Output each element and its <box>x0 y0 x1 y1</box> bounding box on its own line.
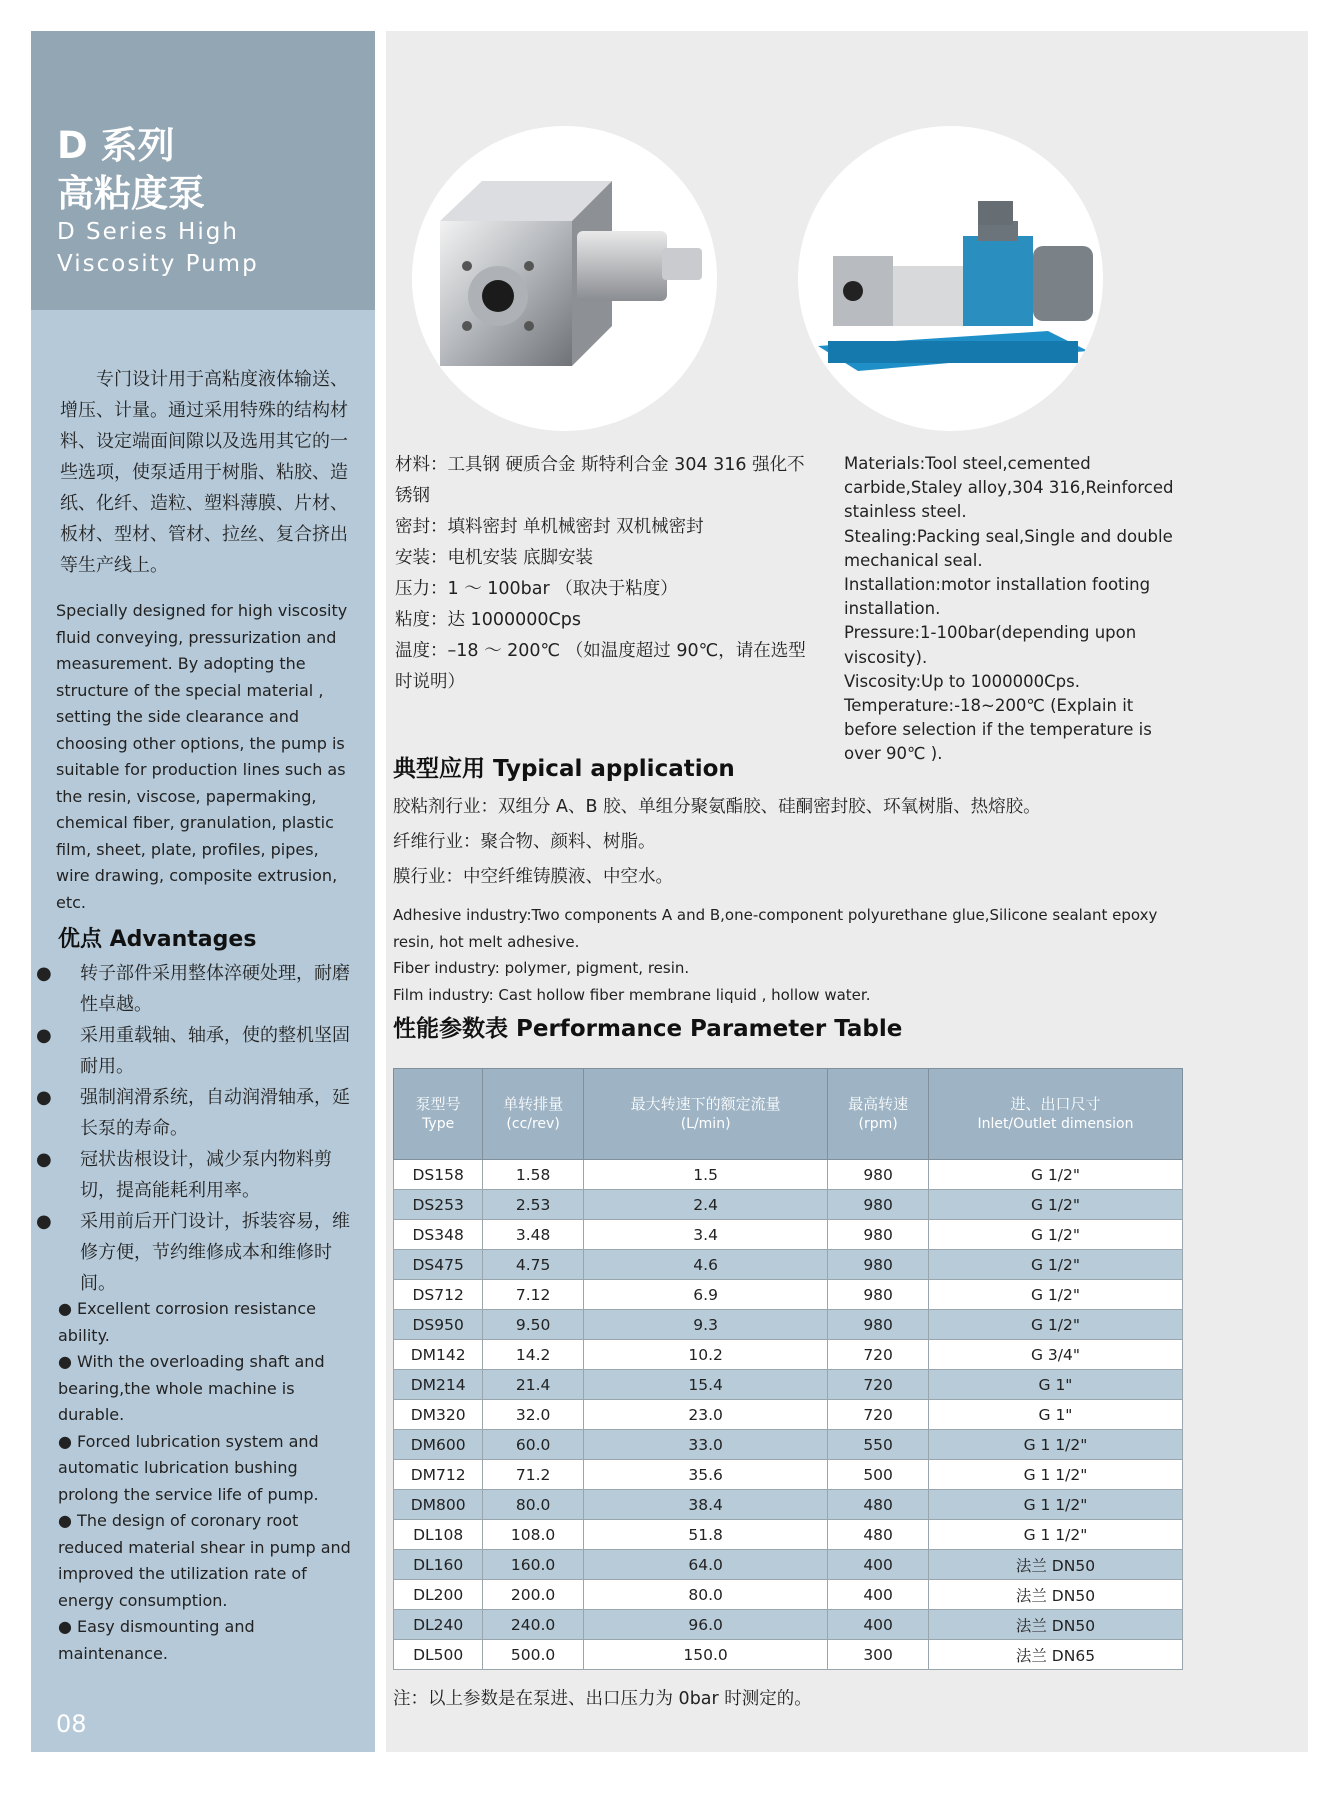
application-title: 典型应用 Typical application <box>393 756 735 782</box>
table-cell: 480 <box>828 1490 929 1520</box>
spec-line-en: Viscosity:Up to 1000000Cps. <box>844 671 1080 691</box>
table-cell: 15.4 <box>583 1370 827 1400</box>
advantages-list-en <box>58 1296 352 1667</box>
application-line-en: Fiber industry: polymer, pigment, resin. <box>393 959 690 977</box>
table-cell: 980 <box>828 1220 929 1250</box>
table-cell: 35.6 <box>583 1460 827 1490</box>
table-cell: 80.0 <box>583 1580 827 1610</box>
table-row <box>394 1160 1183 1190</box>
bullet-icon: ● <box>36 1211 52 1232</box>
table-cell: G 1" <box>928 1400 1182 1430</box>
spec-line-en: Installation:motor installation footing installation. <box>844 575 1151 619</box>
spec-line-cn: 密封：填料密封 单机械密封 双机械密封 <box>395 517 704 537</box>
table-row <box>394 1460 1183 1490</box>
performance-title: 性能参数表 Performance Parameter Table <box>393 1016 903 1042</box>
spec-line-cn: 压力：1 ～ 100bar （取决于粘度） <box>395 579 678 599</box>
table-cell: G 1 1/2" <box>928 1490 1182 1520</box>
table-cell: 60.0 <box>483 1430 584 1460</box>
table-cell: 21.4 <box>483 1370 584 1400</box>
table-row <box>394 1400 1183 1430</box>
spec-line-cn: 温度：–18 ～ 200℃ （如温度超过 90℃，请在选型时说明） <box>395 641 806 692</box>
advantage-item-cn: ● 转子部件采用整体淬硬处理，耐磨性卓越。 <box>58 958 352 1020</box>
table-cell: 500.0 <box>483 1640 584 1670</box>
table-cell: 64.0 <box>583 1550 827 1580</box>
intro-text-en: Specially designed for high viscosity fluid conveying, pressurization and measurement. By adopting the structure of the special material , setting the side clearance and choosing other options, the pump is suitable for production lines such as the resin, viscose, papermaking, chemical fiber, granulation, plastic film, sheet, plate, profiles, pipes, wire drawing, composite extrusion, etc. <box>56 601 348 912</box>
application-cn <box>393 790 1193 895</box>
table-cell: G 1/2" <box>928 1310 1182 1340</box>
table-row <box>394 1550 1183 1580</box>
table-cell: 720 <box>828 1370 929 1400</box>
application-line-cn: 纤维行业：聚合物、颜料、树脂。 <box>393 832 656 852</box>
table-row <box>394 1520 1183 1550</box>
table-cell: 80.0 <box>483 1490 584 1520</box>
table-cell: 9.3 <box>583 1310 827 1340</box>
table-cell: 4.75 <box>483 1250 584 1280</box>
table-cell: 200.0 <box>483 1580 584 1610</box>
pump-unit-image <box>798 126 1103 431</box>
table-cell: 2.4 <box>583 1190 827 1220</box>
advantage-item-cn: ● 采用重载轴、轴承，使的整机坚固耐用。 <box>58 1020 352 1082</box>
table-cell: DM800 <box>394 1490 483 1520</box>
table-row <box>394 1640 1183 1670</box>
header-cn: 最大转速下的额定流量 <box>630 1095 781 1113</box>
pump-head-image <box>412 126 717 431</box>
table-row <box>394 1370 1183 1400</box>
table-cell: G 1/2" <box>928 1160 1182 1190</box>
table-cell: 4.6 <box>583 1250 827 1280</box>
table-cell: G 1" <box>928 1370 1182 1400</box>
table-cell: G 1 1/2" <box>928 1520 1182 1550</box>
spec-line-en: Stealing:Packing seal,Single and double mechanical seal. <box>844 526 1173 570</box>
application-line-en: Film industry: Cast hollow fiber membrane liquid , hollow water. <box>393 985 871 1004</box>
table-row <box>394 1310 1183 1340</box>
table-cell: G 1/2" <box>928 1280 1182 1310</box>
table-row <box>394 1430 1183 1460</box>
bullet-icon: ● <box>36 1025 52 1046</box>
header-cn: 泵型号 <box>415 1095 461 1113</box>
table-cell: 980 <box>828 1190 929 1220</box>
pump-head-illustration <box>412 126 717 431</box>
table-cell: DM712 <box>394 1460 483 1490</box>
table-cell: 980 <box>828 1310 929 1340</box>
table-note: 注：以上参数是在泵进、出口压力为 0bar 时测定的。 <box>393 1689 812 1709</box>
table-cell: DS253 <box>394 1190 483 1220</box>
table-cell: DS348 <box>394 1220 483 1250</box>
table-cell: G 1/2" <box>928 1220 1182 1250</box>
table-row <box>394 1340 1183 1370</box>
pump-unit-illustration <box>798 126 1103 431</box>
advantage-item-en: ● Easy dismounting and maintenance. <box>58 1617 255 1663</box>
table-cell: DM214 <box>394 1370 483 1400</box>
table-cell: 38.4 <box>583 1490 827 1520</box>
table-cell: 1.58 <box>483 1160 584 1190</box>
table-cell: 1.5 <box>583 1160 827 1190</box>
spec-line-cn: 材料：工具钢 硬质合金 斯特利合金 304 316 强化不锈钢 <box>395 455 805 506</box>
header-en: (rpm) <box>858 1116 898 1132</box>
table-cell: 法兰 DN65 <box>928 1640 1182 1670</box>
performance-table <box>393 1068 1183 1670</box>
bullet-icon: ● <box>36 1149 52 1170</box>
table-cell: 3.4 <box>583 1220 827 1250</box>
table-cell: 33.0 <box>583 1430 827 1460</box>
table-cell: DM600 <box>394 1430 483 1460</box>
table-cell: G 1 1/2" <box>928 1460 1182 1490</box>
table-header-cell <box>583 1069 827 1160</box>
table-cell: DL240 <box>394 1610 483 1640</box>
table-row <box>394 1250 1183 1280</box>
table-cell: DL200 <box>394 1580 483 1610</box>
advantage-item-en: ● The design of coronary root reduced material shear in pump and improved the utilization rate of energy consumption. <box>58 1511 351 1610</box>
table-cell: 9.50 <box>483 1310 584 1340</box>
page-title-cn: D 系列 高粘度泵 <box>57 124 205 215</box>
table-cell: 10.2 <box>583 1340 827 1370</box>
header-en: Inlet/Outlet dimension <box>977 1116 1134 1132</box>
spec-line-en: Temperature:-18~200℃ (Explain it before selection if the temperature is over 90℃ ). <box>844 696 1152 764</box>
advantage-item-en: ● With the overloading shaft and bearing,the whole machine is durable. <box>58 1352 325 1424</box>
spec-line-en: Materials:Tool steel,cemented carbide,Staley alloy,304 316,Reinforced stainless steel. <box>844 454 1174 522</box>
table-cell: 500 <box>828 1460 929 1490</box>
table-cell: 980 <box>828 1160 929 1190</box>
table-cell: 7.12 <box>483 1280 584 1310</box>
table-header-cell <box>928 1069 1182 1160</box>
advantage-item-en: ● Excellent corrosion resistance ability. <box>58 1299 316 1345</box>
table-cell: 2.53 <box>483 1190 584 1220</box>
table-header-cell <box>394 1069 483 1160</box>
table-cell: 23.0 <box>583 1400 827 1430</box>
table-header-cell <box>483 1069 584 1160</box>
advantages-list-cn <box>36 958 352 1299</box>
page-number: 08 <box>56 1710 87 1738</box>
table-cell: G 1 1/2" <box>928 1430 1182 1460</box>
table-cell: 51.8 <box>583 1520 827 1550</box>
bullet-icon: ● <box>36 1087 52 1108</box>
table-cell: 法兰 DN50 <box>928 1550 1182 1580</box>
header-en: (L/min) <box>680 1116 731 1132</box>
table-row <box>394 1490 1183 1520</box>
header-cn: 最高转速 <box>848 1095 909 1113</box>
table-cell: 71.2 <box>483 1460 584 1490</box>
table-header-row <box>394 1069 1183 1160</box>
table-cell: 3.48 <box>483 1220 584 1250</box>
specs-en <box>844 452 1184 767</box>
table-row <box>394 1220 1183 1250</box>
table-cell: 96.0 <box>583 1610 827 1640</box>
intro-text-cn: 专门设计用于高粘度液体输送、增压、计量。通过采用特殊的结构材料、设定端面间隙以及选用其它的一些选项，使泵适用于树脂、粘胶、造纸、化纤、造粒、塑料薄膜、片材、板材、型材、管材、拉丝、复合挤出等生产线上。 <box>60 369 348 576</box>
table-cell: 240.0 <box>483 1610 584 1640</box>
header-en: Type <box>422 1116 455 1132</box>
table-cell: 法兰 DN50 <box>928 1580 1182 1610</box>
table-cell: 150.0 <box>583 1640 827 1670</box>
table-cell: 法兰 DN50 <box>928 1610 1182 1640</box>
table-cell: 300 <box>828 1640 929 1670</box>
advantage-item-cn: ● 采用前后开门设计，拆装容易，维修方便，节约维修成本和维修时间。 <box>58 1206 352 1299</box>
specs-cn <box>395 450 815 698</box>
application-line-cn: 胶粘剂行业：双组分 A、B 胶、单组分聚氨酯胶、硅酮密封胶、环氧树脂、热熔胶。 <box>393 797 1041 817</box>
advantages-title: 优点 Advantages <box>58 927 257 952</box>
table-header-cell <box>828 1069 929 1160</box>
page-title-en: D Series High Viscosity Pump <box>57 219 259 277</box>
table-row <box>394 1280 1183 1310</box>
table-row <box>394 1190 1183 1220</box>
table-row <box>394 1610 1183 1640</box>
table-cell: DM142 <box>394 1340 483 1370</box>
header-cn: 单转排量 <box>503 1095 564 1113</box>
table-cell: 32.0 <box>483 1400 584 1430</box>
header-cn: 进、出口尺寸 <box>1010 1095 1101 1113</box>
table-cell: 6.9 <box>583 1280 827 1310</box>
table-cell: 108.0 <box>483 1520 584 1550</box>
table-cell: 550 <box>828 1430 929 1460</box>
table-cell: 400 <box>828 1580 929 1610</box>
advantage-item-cn: ● 冠状齿根设计，减少泵内物料剪切，提高能耗利用率。 <box>58 1144 352 1206</box>
application-en <box>393 902 1193 1008</box>
table-cell: 14.2 <box>483 1340 584 1370</box>
table-cell: 720 <box>828 1340 929 1370</box>
table-cell: 400 <box>828 1550 929 1580</box>
spec-line-cn: 粘度：达 1000000Cps <box>395 610 581 630</box>
advantage-item-en: ● Forced lubrication system and automatic lubrication bushing prolong the service life of pump. <box>58 1431 319 1504</box>
table-cell: DL500 <box>394 1640 483 1670</box>
table-cell: DM320 <box>394 1400 483 1430</box>
application-line-en: Adhesive industry:Two components A and B,one-component polyurethane glue,Silicone sealant epoxy resin, hot melt adhesive. <box>393 906 1158 951</box>
table-cell: DS950 <box>394 1310 483 1340</box>
table-cell: DS475 <box>394 1250 483 1280</box>
table-cell: G 1/2" <box>928 1250 1182 1280</box>
table-cell: G 3/4" <box>928 1340 1182 1370</box>
table-cell: 980 <box>828 1280 929 1310</box>
spec-line-en: Pressure:1-100bar(depending upon viscosity). <box>844 623 1137 667</box>
advantage-item-cn: ● 强制润滑系统，自动润滑轴承，延长泵的寿命。 <box>58 1082 352 1144</box>
table-cell: G 1/2" <box>928 1190 1182 1220</box>
table-cell: DS158 <box>394 1160 483 1190</box>
table-cell: 980 <box>828 1250 929 1280</box>
table-cell: DS712 <box>394 1280 483 1310</box>
table-cell: 160.0 <box>483 1550 584 1580</box>
table-cell: 400 <box>828 1610 929 1640</box>
application-line-cn: 膜行业：中空纤维铸膜液、中空水。 <box>393 867 673 887</box>
table-row <box>394 1580 1183 1610</box>
bullet-icon: ● <box>36 963 52 984</box>
table-cell: DL108 <box>394 1520 483 1550</box>
spec-line-cn: 安装：电机安装 底脚安装 <box>395 548 594 568</box>
table-cell: DL160 <box>394 1550 483 1580</box>
table-cell: 480 <box>828 1520 929 1550</box>
table-cell: 720 <box>828 1400 929 1430</box>
header-en: (cc/rev) <box>506 1116 560 1132</box>
